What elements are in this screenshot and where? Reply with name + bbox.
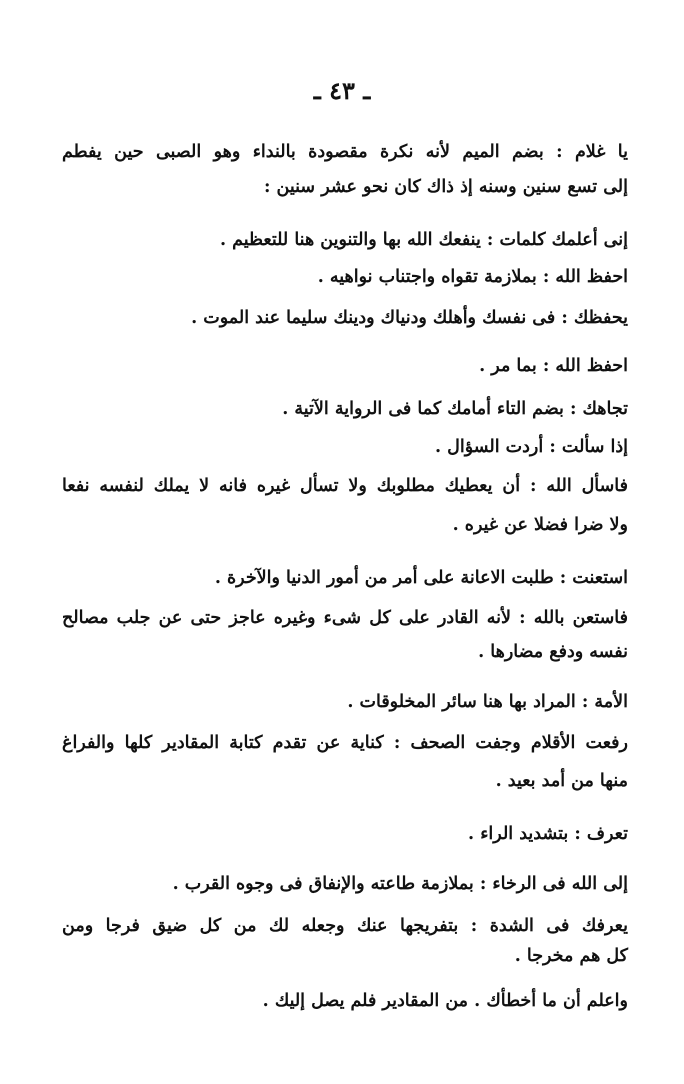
text-line: يعرفك فى الشدة : بتفريجها عنك وجعله لك من كل ضيق فرجا ومن bbox=[62, 916, 628, 936]
text-line: نفسه ودفع مضارها . bbox=[478, 642, 628, 662]
text-line: تجاهك : بضم التاء أمامك كما فى الرواية الآتية . bbox=[282, 399, 628, 419]
text-line: يحفظك : فى نفسك وأهلك ودنياك ودينك سليما عند الموت . bbox=[191, 308, 628, 328]
text-line: إلى تسع سنين وسنه إذ ذاك كان نحو عشر سنين : bbox=[264, 177, 628, 197]
page-number: ـ ٤٣ ـ bbox=[313, 76, 371, 105]
text-line: كل هم مخرجا . bbox=[514, 946, 628, 966]
text-line: إذا سألت : أردت السؤال . bbox=[434, 437, 628, 457]
text-line: إلى الله فى الرخاء : بملازمة طاعته والإنفاق فى وجوه القرب . bbox=[172, 874, 628, 894]
text-line: واعلم أن ما أخطأك . من المقادير فلم يصل إليك . bbox=[262, 991, 628, 1011]
text-line: ولا ضرا فضلا عن غيره . bbox=[452, 515, 628, 535]
text-line: يا غلام : بضم الميم لأنه نكرة مقصودة بالنداء وهو الصبى حين يفطم bbox=[62, 142, 628, 162]
text-line: إنى أعلمك كلمات : ينفعك الله بها والتنوين هنا للتعظيم . bbox=[219, 230, 628, 250]
text-line: استعنت : طلبت الاعانة على أمر من أمور الدنيا والآخرة . bbox=[214, 568, 628, 588]
text-line: الأمة : المراد بها هنا سائر المخلوقات . bbox=[347, 692, 628, 712]
text-line: فاستعن بالله : لأنه القادر على كل شىء وغيره عاجز حتى عن جلب مصالح bbox=[62, 608, 628, 628]
text-line: تعرف : بتشديد الراء . bbox=[468, 824, 628, 844]
text-line: فاسأل الله : أن يعطيك مطلوبك ولا تسأل غيره فانه لا يملك لنفسه نفعا bbox=[62, 476, 628, 496]
text-line: رفعت الأقلام وجفت الصحف : كناية عن تقدم كتابة المقادير كلها والفراغ bbox=[62, 733, 628, 753]
text-line: احفظ الله : بما مر . bbox=[479, 356, 628, 376]
text-line: احفظ الله : بملازمة تقواه واجتناب نواهيه . bbox=[317, 267, 628, 287]
text-line: منها من أمد بعيد . bbox=[495, 771, 628, 791]
